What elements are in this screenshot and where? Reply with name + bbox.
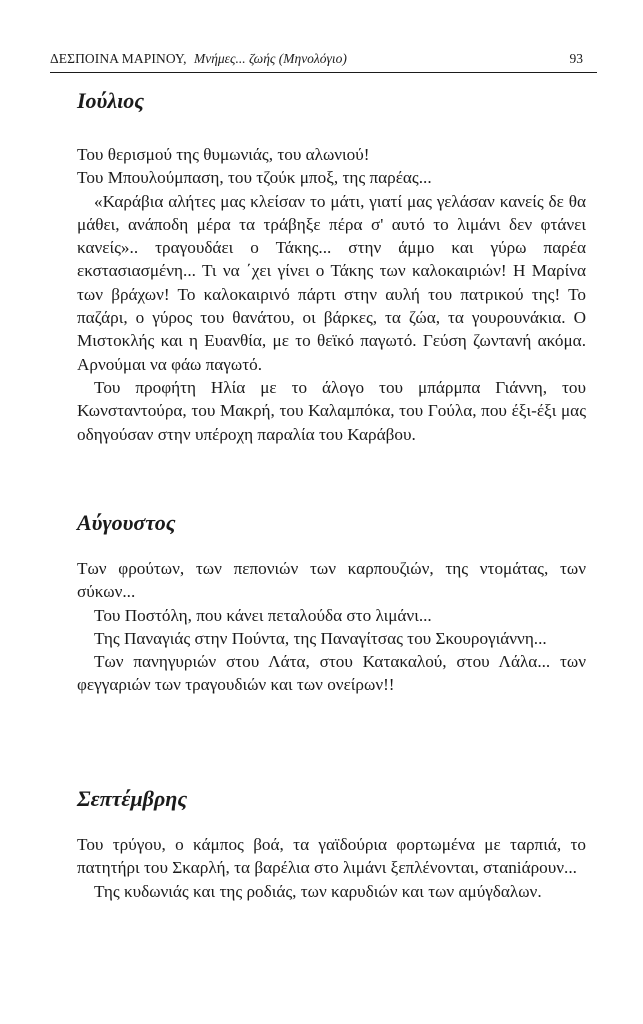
header-rule — [50, 72, 597, 73]
section-body-july — [77, 143, 586, 446]
paragraph: «Καράβια αλήτες μας κλείσαν το μάτι, γιατί μας γελάσαν κανείς δε θα μάθει, ανάποδη μέρα τα τράβηξε πέρα σ' αυτό το λιμάνι δεν φτάνει κανείς».. τραγουδάει ο Τάκης... στην άμμο και γύρω παρέα εκστασιασμένη... Τι να ΄χει γίνει ο Τάκης των καλοκαιριών! Η Μαρίνα των βράχων! Το καλοκαιρινό πάρτι στην αυλή του πατρικού της! Το παζάρι, ο γύρος του θανάτου, οι βάρκες, τα ζώα, τα γουρουνάκια. Ο Μιστοκλής και η Ευανθία, με το θεϊκό παγωτό. Γεύση ζωντανή ακόμα. Αρνούμαι να φάω παγωτό. — [77, 191, 586, 374]
paragraph: Της κυδωνιάς και της ροδιάς, των καρυδιών και των αμύγδαλων. — [94, 881, 542, 901]
paragraph: Του τρύγου, ο κάμπος βοά, τα γαϊδούρια φορτωμένα με ταρπιά, το πατητήρι του Σκαρλή, τα βαρέλια στο λιμάνι ξεπλένονται, σταniάρουν... — [77, 835, 586, 878]
section-title-september: Σεπτέμβρης — [77, 786, 188, 811]
paragraph: Του Μπουλούμπαση, του τζούκ μποξ, της παρέας... — [77, 168, 432, 188]
section-body-september — [77, 833, 586, 903]
header-book-title: Μνήμες... ζωής (Μηνολόγιο) — [193, 51, 347, 66]
paragraph: Του θερισμού της θυμωνιάς, του αλωνιού! — [77, 145, 370, 164]
section-title-july: Ιούλιος — [77, 88, 145, 113]
running-header — [50, 49, 595, 71]
paragraph: Των πανηγυριών στου Λάτα, στου Κατακαλού, στου Λάλα... των φεγγαριών των τραγουδιών και των ονείρων!! — [77, 652, 586, 695]
paragraph: Του Ποστόλη, που κάνει πεταλούδα στο λιμάνι... — [94, 605, 432, 625]
header-author: ΔΕΣΠΟΙΝΑ ΜΑΡΙΝΟΥ, — [50, 51, 187, 66]
paragraph: Της Παναγιάς στην Πούντα, της Παναγίτσας του Σκουρογιάννη... — [94, 628, 547, 648]
section-body-august — [77, 557, 586, 697]
paragraph: Του προφήτη Ηλία με το άλογο του μπάρμπα Γιάννη, του Κωνσταντούρα, του Μακρή, του Καλαμπόκα, του Γούλα, που έξι-έξι μας οδηγούσαν στην υπέροχη παραλία του Καράβου. — [77, 377, 586, 444]
section-title-august: Αύγουστος — [77, 510, 176, 535]
page-number: 93 — [569, 51, 583, 66]
paragraph: Των φρούτων, των πεπονιών των καρπουζιών, της ντομάτας, των σύκων... — [77, 559, 586, 602]
